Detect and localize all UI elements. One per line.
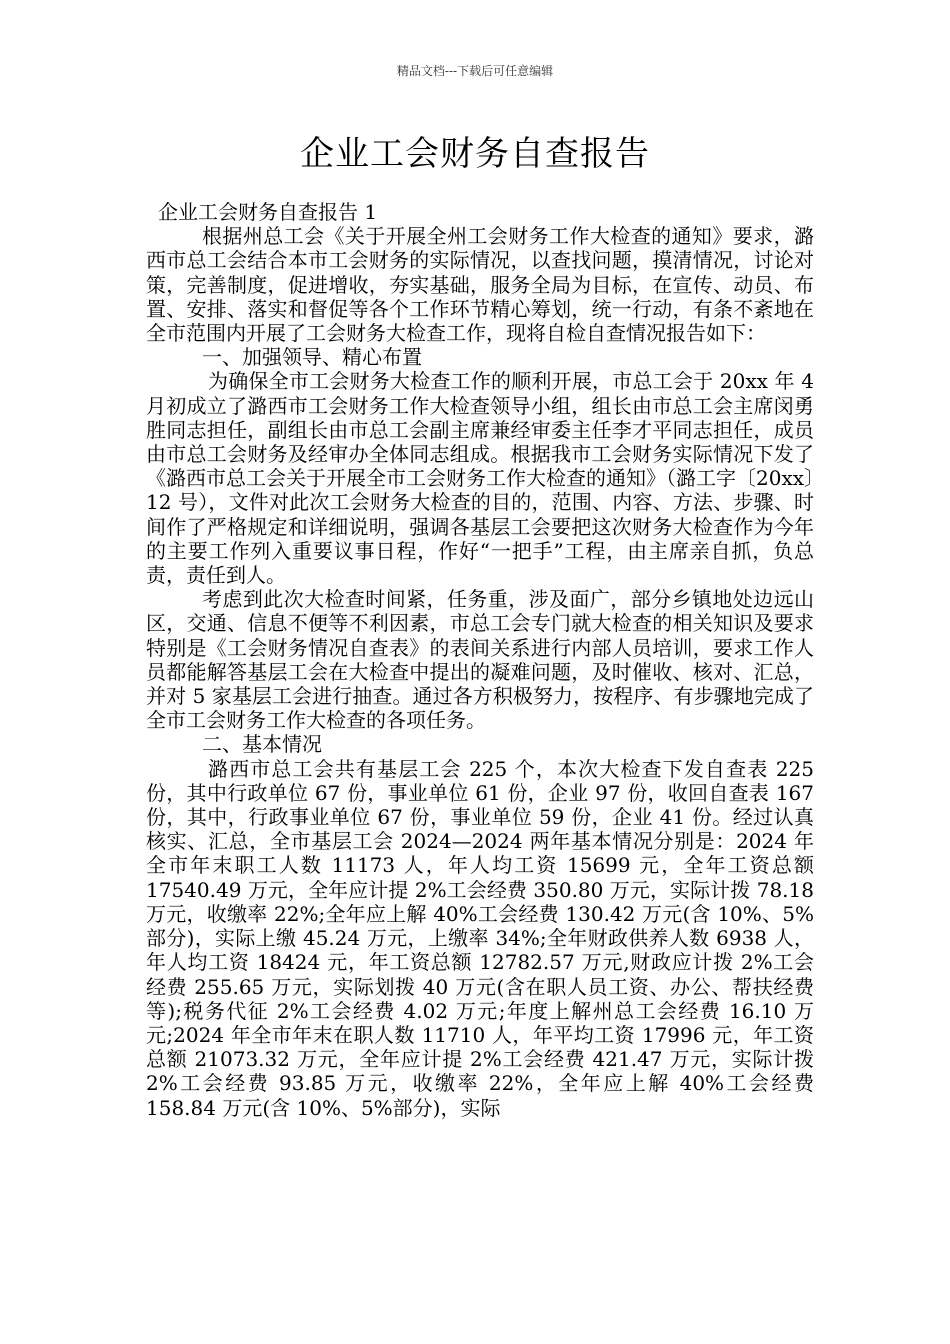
document-title: 企业工会财务自查报告 <box>300 134 650 174</box>
paragraph-basic-info: 潞西市总工会共有基层工会 225 个，本次大检查下发自查表 225 份，其中行政单位 67 份，事业单位 61 份，企业 97 份，收回自查表 167 份，其中，行政事业单位 67 份，事业单位 59 份，企业 41 份。经过认真核实、汇总，全市基层工会 2024—2024 两年基本情况分别是：2024 年全市年末职工人数 11173 人，年人均工资 15699 元，全年工资总额 17540.49 万元，全年应计提 2%工会经费 350.80 万元，实际计拨 78.18 万元，收缴率 22%;全年应上解 40%工会经费 130.42 万元(含 10%、5%部分)，实际上缴 45.24 万元，上缴率 34%;全年财政供养人数 6938 人，年人均工资 18424 元，年工资总额 12782.57 万元,财政应计拨 2%工会经费 255.65 万元，实际划拨 40 万元(含在职人员工资、办公、帮扶经费等);税务代征 2%工会经费 4.02 万元;年度上解州总工会经费 16.10 万元;2024 年全市年末在职人数 11710 人，年平均工资 17996 元，年工资总额 21073.32 万元，全年应计提 2%工会经费 421.47 万元，实际计拨 2%工会经费 93.85 万元，收缴率 22%，全年应上解 40%工会经费 158.84 万元(含 10%、5%部分)，实际 <box>146 756 814 1120</box>
paragraph-leadership: 为确保全市工会财务大检查工作的顺利开展，市总工会于 20xx 年 4 月初成立了潞西市工会财务工作大检查领导小组，组长由市总工会主席闵勇胜同志担任，副组长由市总工会副主席兼经审委主任李才平同志担任，成员由市总工会财务及经审办全体同志组成。根据我市工会财务实际情况下发了《潞西市总工会关于开展全市工会财务工作大检查的通知》（潞工字〔20xx〕12 号），文件对此次工会财务大检查的目的，范围、内容、方法、步骤、时间作了严格规定和详细说明，强调各基层工会要把这次财务大检查作为今年的主要工作列入重要议事日程，作好“一把手”工程，由主席亲自抓，负总责，责任到人。 <box>146 369 815 588</box>
paragraph-intro: 根据州总工会《关于开展全州工会财务工作大检查的通知》要求，潞西市总工会结合本市工会财务的实际情况，以查找问题，摸清情况，讨论对策，完善制度，促进增收，夯实基础，服务全局为目标，在宣传、动员、布置、安排、落实和督促等各个工作环节精心筹划，统一行动，有条不紊地在全市范围内开展了工会财务大检查工作，现将自检自查情况报告如下： <box>146 224 814 346</box>
page-header-note: 精品文档---下载后可任意编辑 <box>396 64 554 78</box>
document-body <box>146 200 814 1120</box>
paragraph-training: 考虑到此次大检查时间紧，任务重，涉及面广，部分乡镇地处边远山区，交通、信息不便等不利因素，市总工会专门就大检查的相关知识及要求特别是《工会财务情况自查表》的表间关系进行内部人员培训，要求工作人员都能解答基层工会在大检查中提出的凝难问题，及时催收、核对、汇总，并对 5 家基层工会进行抽查。通过各方积极努力，按程序、有步骤地完成了全市工会财务工作大检查的各项任务。 <box>146 587 814 733</box>
document-subtitle: 企业工会财务自查报告 1 <box>158 200 378 224</box>
section-heading-1: 一、加强领导、精心布置 <box>202 345 422 370</box>
section-heading-2: 二、基本情况 <box>202 732 322 757</box>
